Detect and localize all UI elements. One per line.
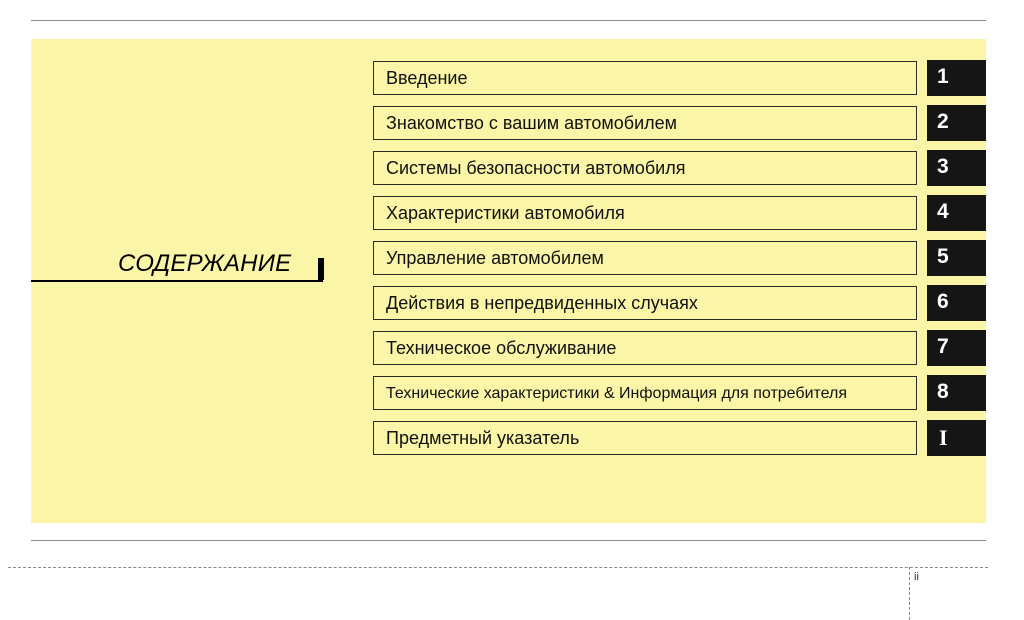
toc-item-label: Характеристики автомобиля (386, 203, 625, 223)
chapter-tab-number: 5 (937, 245, 949, 268)
toc-item-vehicle-features[interactable] (373, 196, 917, 230)
chapter-tab-number: 8 (937, 380, 949, 403)
toc-item-driving[interactable] (373, 241, 917, 275)
toc-item-vehicle-overview[interactable] (373, 106, 917, 140)
toc-item-label: Техническое обслуживание (386, 338, 617, 358)
chapter-tab-4[interactable] (927, 195, 986, 231)
page-number: ii (914, 571, 919, 583)
toc-item-label: Управление автомобилем (386, 248, 604, 268)
page-title: СОДЕРЖАНИЕ (118, 250, 292, 277)
chapter-tab-number: 4 (937, 200, 949, 223)
toc-item-introduction[interactable] (373, 61, 917, 95)
toc-item-safety-systems[interactable] (373, 151, 917, 185)
toc-item-label: Системы безопасности автомобиля (386, 158, 686, 178)
chapter-tab-7[interactable] (927, 330, 986, 366)
toc-item-index[interactable] (373, 421, 917, 455)
toc-item-label: Введение (386, 68, 468, 88)
crop-guide-vertical (909, 567, 910, 620)
chapter-tab-index[interactable] (927, 420, 986, 456)
toc-item-label: Технические характеристики & Информация для потребителя (386, 385, 848, 402)
chapter-tab-5[interactable] (927, 240, 986, 276)
chapter-tab-number: 1 (937, 65, 949, 88)
chapter-tab-number: 7 (937, 335, 949, 358)
toc-item-emergency[interactable] (373, 286, 917, 320)
toc-item-label: Знакомство с вашим автомобилем (386, 113, 678, 133)
chapter-tab-1[interactable] (927, 60, 986, 96)
chapter-tab-number: 6 (937, 290, 949, 313)
title-underline (31, 280, 323, 282)
chapter-tab-3[interactable] (927, 150, 986, 186)
crop-guide-horizontal (8, 567, 988, 568)
chapter-tab-number: I (939, 425, 948, 450)
chapter-tab-6[interactable] (927, 285, 986, 321)
toc-item-label: Предметный указатель (386, 428, 580, 448)
title-marker (318, 258, 324, 280)
chapter-tab-number: 3 (937, 155, 949, 178)
top-rule (31, 20, 986, 21)
toc-item-label: Действия в непредвиденных случаях (386, 293, 698, 313)
chapter-tab-2[interactable] (927, 105, 986, 141)
toc-item-specifications[interactable] (373, 376, 917, 410)
chapter-tab-8[interactable] (927, 375, 986, 411)
chapter-tab-number: 2 (937, 110, 949, 133)
bottom-rule (31, 540, 986, 541)
toc-item-maintenance[interactable] (373, 331, 917, 365)
